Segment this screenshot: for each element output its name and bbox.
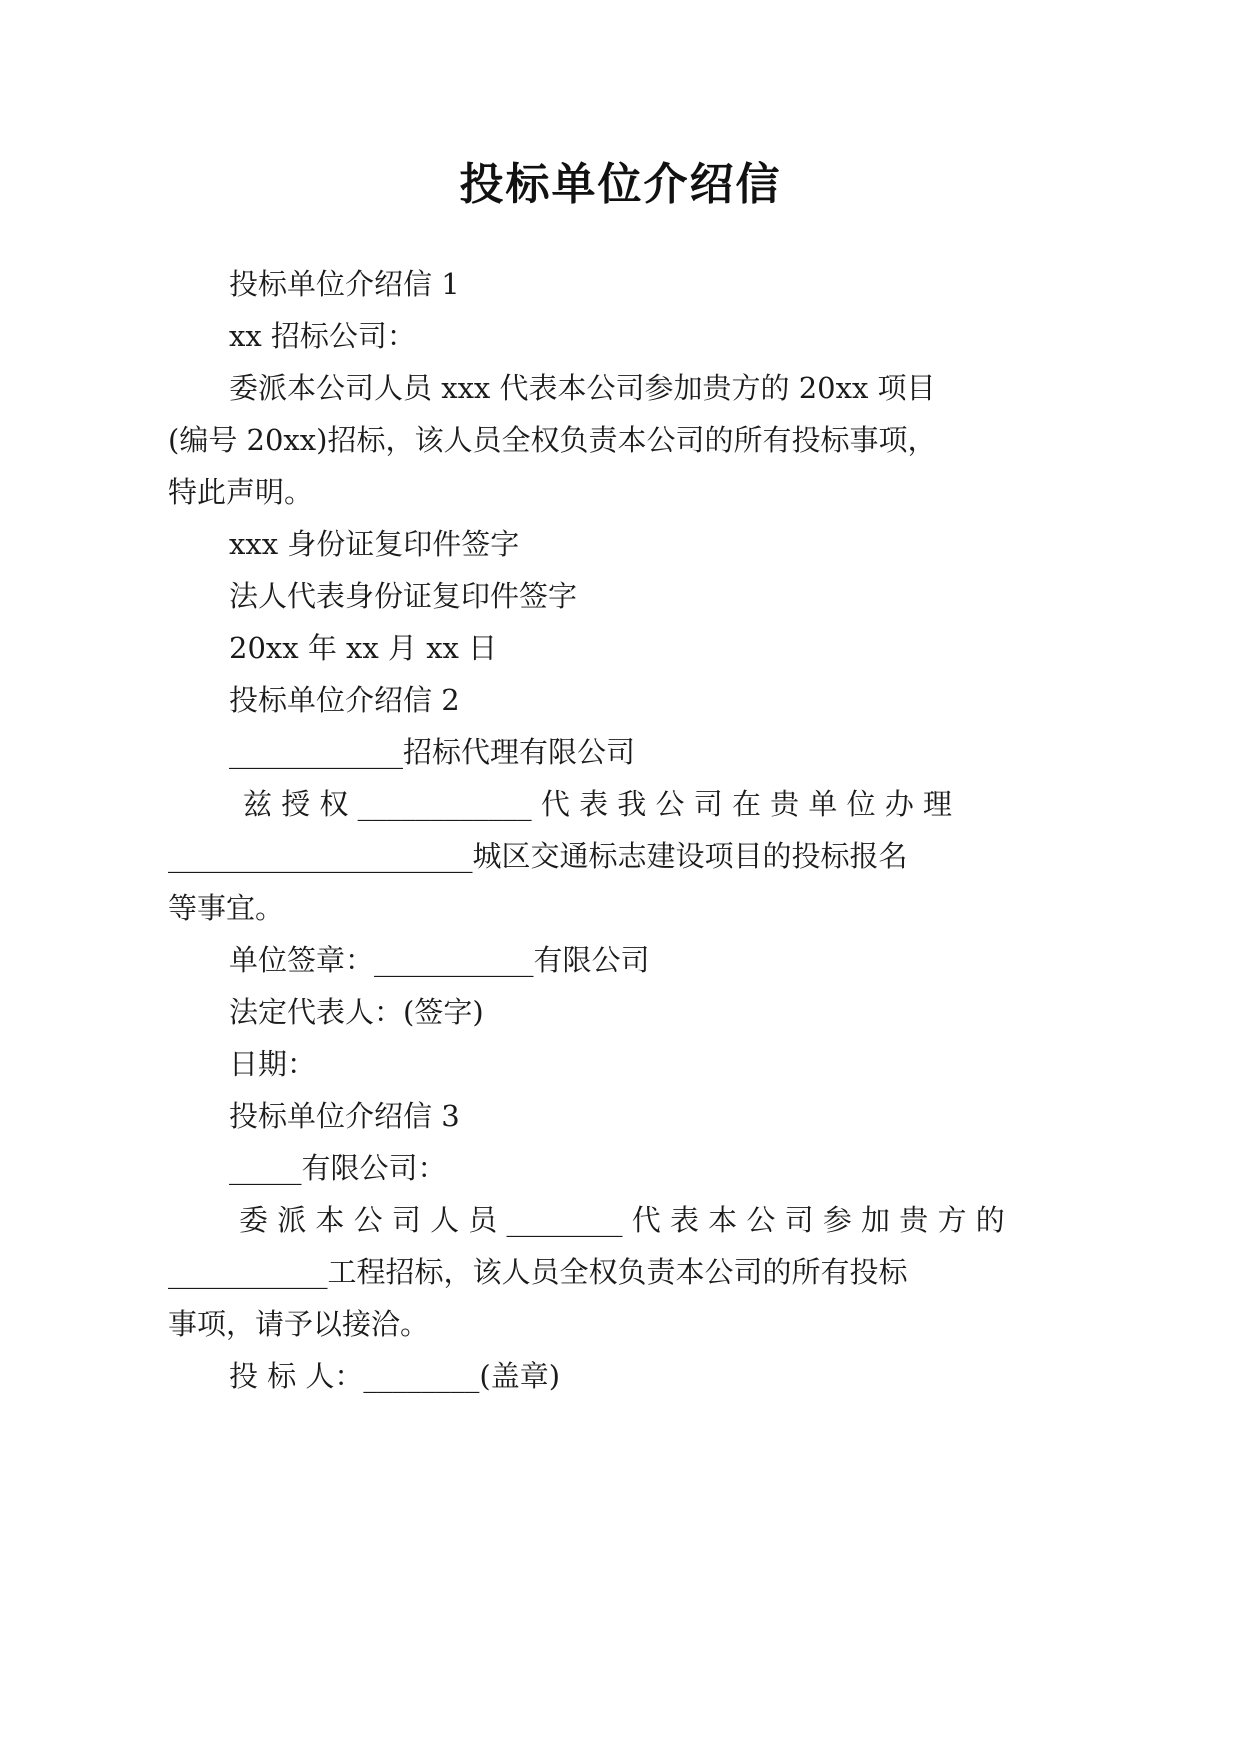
paragraph-line: 委 派 本 公 司 人 员 ________ 代 表 本 公 司 参 加 贵 方 的 xyxy=(239,1203,1005,1237)
paragraph-line: ____________招标代理有限公司 xyxy=(229,735,636,769)
paragraph-line: 事项，请予以接洽。 xyxy=(168,1307,430,1341)
paragraph-line: 特此声明。 xyxy=(168,475,314,509)
paragraph-line: _____________________城区交通标志建设项目的投标报名 xyxy=(168,839,908,873)
paragraph-line: ___________工程招标，该人员全权负责本公司的所有投标 xyxy=(168,1255,908,1289)
paragraph-line: 投 标 人：________(盖章) xyxy=(229,1359,561,1393)
paragraph-line: xx 招标公司： xyxy=(229,319,416,353)
paragraph-line: 单位签章：___________有限公司 xyxy=(229,943,650,977)
paragraph-line: 投标单位介绍信 1 xyxy=(229,267,460,301)
paragraph-line: 等事宜。 xyxy=(168,891,285,925)
paragraph-line: xxx 身份证复印件签字 xyxy=(229,527,520,561)
paragraph-line: 法人代表身份证复印件签字 xyxy=(229,579,578,613)
paragraph-line: 投标单位介绍信 3 xyxy=(229,1099,460,1133)
paragraph-line: 兹 授 权 ____________ 代 表 我 公 司 在 贵 单 位 办 理 xyxy=(243,787,953,821)
document-title: 投标单位介绍信 xyxy=(459,159,782,210)
paragraph-line: 委派本公司人员 xxx 代表本公司参加贵方的 20xx 项目 xyxy=(229,371,936,405)
paragraph-line: 投标单位介绍信 2 xyxy=(229,683,460,717)
paragraph-line: (编号 20xx)招标，该人员全权负责本公司的所有投标事项， xyxy=(168,423,937,457)
paragraph-line: 日期： xyxy=(229,1047,317,1081)
paragraph-line: 20xx 年 xx 月 xx 日 xyxy=(229,631,498,665)
paragraph-line: _____有限公司： xyxy=(229,1151,447,1185)
paragraph-line: 法定代表人：(签字) xyxy=(229,995,484,1029)
